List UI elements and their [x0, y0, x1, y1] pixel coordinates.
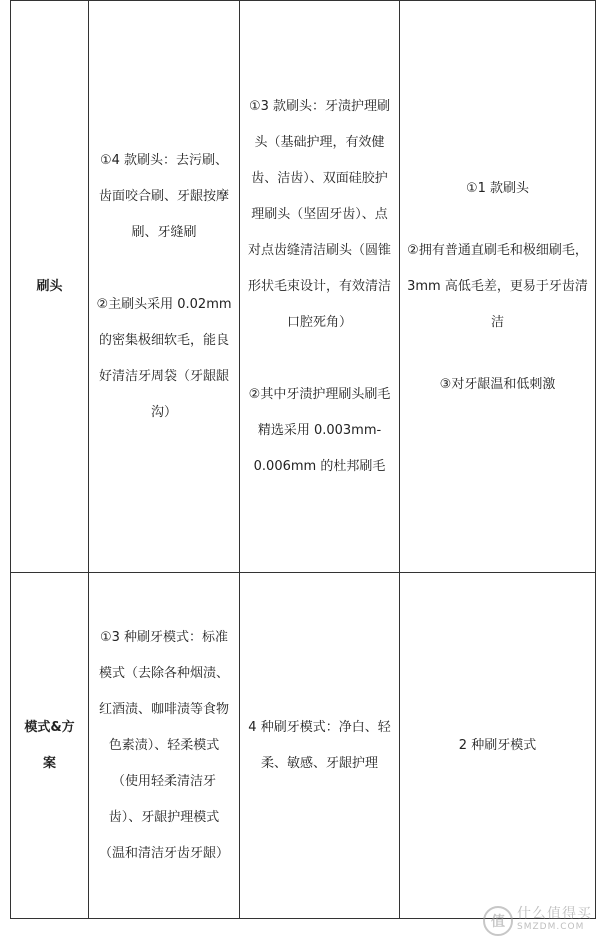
cell-paragraph: ②主刷头采用 0.02mm 的密集极细软毛，能良好清洁牙周袋（牙龈龈沟） — [96, 296, 232, 420]
row-label-modes: 模式&方案 — [11, 573, 89, 919]
cell-brush-head-col1 — [89, 1, 240, 573]
watermark-text — [517, 908, 592, 934]
cell-paragraph: ②拥有普通直刷毛和极细刷毛，3mm 高低毛差，更易于牙齿清洁 — [407, 242, 588, 330]
watermark — [483, 906, 592, 936]
cell-paragraph: ③对牙龈温和低刺激 — [439, 376, 556, 392]
row-label-brush-head: 刷头 — [11, 1, 89, 573]
cell-brush-head-col3 — [400, 1, 596, 573]
cell-modes-col3: 2 种刷牙模式 — [400, 573, 596, 919]
table-row-brush-head — [11, 1, 596, 573]
table-row-modes — [11, 573, 596, 919]
watermark-sub-text: SMZDM.COM — [517, 922, 585, 932]
cell-paragraph: ①4 款刷头：去污刷、齿面咬合刷、牙龈按摩刷、牙缝刷 — [98, 152, 229, 240]
cell-paragraph: ②其中牙渍护理刷头刷毛精选采用 0.003mm-0.006mm 的杜邦刷毛 — [248, 386, 391, 474]
comparison-table — [10, 0, 596, 922]
watermark-logo-icon: 值 — [483, 906, 513, 936]
cell-paragraph: ①1 款刷头 — [465, 180, 530, 196]
cell-modes-col2: 4 种刷牙模式：净白、轻柔、敏感、牙龈护理 — [240, 573, 400, 919]
cell-modes-col1: ①3 种刷牙模式：标准模式（去除各种烟渍、红酒渍、咖啡渍等食物色素渍）、轻柔模式（使用轻柔清洁牙齿）、牙龈护理模式（温和清洁牙齿牙龈） — [89, 573, 240, 919]
watermark-main-text: 什么值得买 — [517, 906, 592, 922]
cell-paragraph: ①3 款刷头：牙渍护理刷头（基础护理，有效健齿、洁齿）、双面硅胶护理刷头（坚固牙齿）、点对点齿缝清洁刷头（圆锥形状毛束设计，有效清洁口腔死角） — [247, 98, 391, 330]
cell-brush-head-col2 — [240, 1, 400, 573]
